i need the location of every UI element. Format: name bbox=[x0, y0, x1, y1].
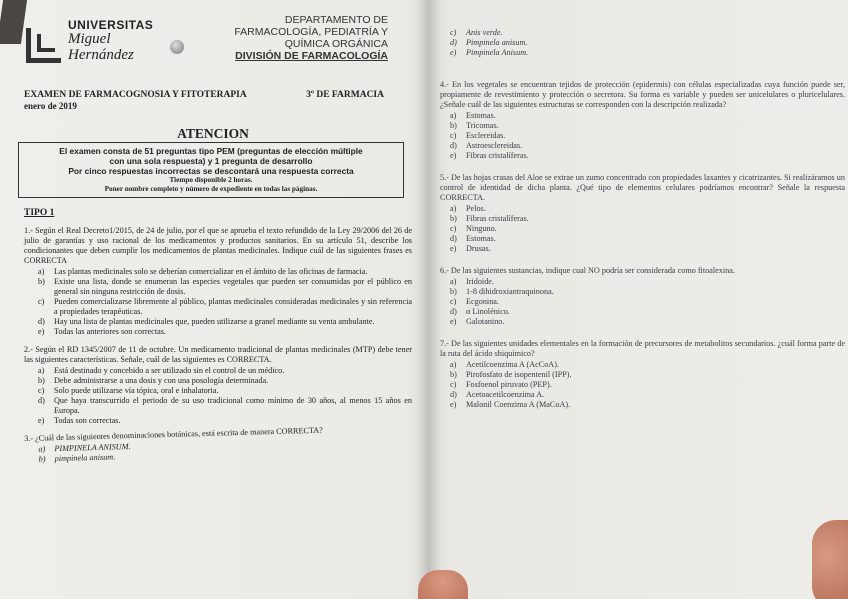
instructions-line1: El examen consta de 51 preguntas tipo PEM (preguntas de elección múltiple bbox=[59, 146, 363, 156]
option-list bbox=[440, 277, 845, 327]
option-item[interactable] bbox=[450, 214, 845, 224]
option-item[interactable] bbox=[38, 297, 412, 317]
option-item[interactable] bbox=[450, 380, 845, 390]
option-item[interactable] bbox=[450, 38, 845, 48]
option-item[interactable] bbox=[450, 307, 845, 317]
option-letter: c) bbox=[450, 380, 457, 389]
option-text: Que haya transcurrido el periodo de su uso tradicional como mínimo de 30 años, al menos 15 años en Europa. bbox=[54, 396, 412, 415]
option-letter: d) bbox=[450, 234, 457, 243]
option-text: Pueden comercializarse libremente al público, plantas medicinales consideradas medicinales y sin referencia a propiedades terapéuticas. bbox=[54, 297, 412, 316]
option-item[interactable] bbox=[38, 317, 412, 327]
option-text: Galotanino. bbox=[466, 317, 505, 326]
option-letter: a) bbox=[38, 444, 46, 454]
question-3 bbox=[24, 423, 413, 465]
option-text: Acetilcoenzima A (AcCoA). bbox=[466, 360, 559, 369]
option-letter: e) bbox=[450, 151, 457, 160]
option-text: Todas las anteriores son correctas. bbox=[54, 327, 166, 336]
option-letter: e) bbox=[450, 244, 457, 253]
option-letter: b) bbox=[450, 287, 457, 296]
option-letter: c) bbox=[38, 297, 45, 306]
option-text: Ninguno. bbox=[466, 224, 497, 233]
option-letter: e) bbox=[38, 327, 45, 336]
option-letter: e) bbox=[450, 48, 457, 57]
right-column bbox=[440, 28, 845, 410]
option-text: Acetoacetilcoenzima A. bbox=[466, 390, 545, 399]
option-item[interactable] bbox=[38, 396, 412, 416]
question-text: 1.- Según el Real Decreto1/2015, de 24 de julio, por el que se aprueba el texto refundido de la Ley 29/2006 del 26 de julio de garantías y uso racional de los medicamentos y productos sanitarios. En su artículo 51, describe los condicionantes que deben cumplir los medicamentos de plantas medicinales. Indique cuál de las siguientes frases es CORRECTA bbox=[24, 226, 412, 265]
question-4 bbox=[440, 80, 845, 161]
thumb-bottom bbox=[418, 570, 468, 599]
option-item[interactable] bbox=[450, 234, 845, 244]
option-item[interactable] bbox=[450, 287, 845, 297]
option-item[interactable] bbox=[450, 28, 845, 38]
option-item[interactable] bbox=[450, 244, 845, 254]
option-item[interactable] bbox=[38, 277, 412, 297]
option-text: Estomas. bbox=[466, 111, 496, 120]
option-letter: d) bbox=[38, 317, 45, 326]
option-item[interactable] bbox=[450, 131, 845, 141]
option-item[interactable] bbox=[38, 376, 412, 386]
option-letter: b) bbox=[38, 277, 45, 286]
exam-course: 3º DE FARMACIA bbox=[306, 90, 384, 100]
option-letter: e) bbox=[38, 416, 45, 425]
option-item[interactable] bbox=[450, 317, 845, 327]
thumb-right bbox=[812, 520, 848, 599]
option-text: Pirofosfato de isopentenil (IPP). bbox=[466, 370, 572, 379]
option-text: Fosfoenol piruvato (PEP). bbox=[466, 380, 552, 389]
option-text: Existe una lista, donde se enumeran las especies vegetales que pueden ser consumidas por el público en general sin ninguna restricción de dosis. bbox=[54, 277, 412, 296]
option-text: Astroesclereidas. bbox=[466, 141, 523, 150]
option-letter: c) bbox=[38, 386, 45, 395]
option-letter: e) bbox=[450, 400, 457, 409]
department-line3: QUÍMICA ORGÁNICA bbox=[284, 38, 388, 50]
option-letter: d) bbox=[450, 390, 457, 399]
question-text: 2.- Según el RD 1345/2007 de 11 de octubre. Un medicamento tradicional de plantas medicinales (MTP) debe tener las siguientes características. Señale, cuál de las siguientes es CORRECTA. bbox=[24, 345, 412, 364]
question-6 bbox=[440, 266, 845, 327]
option-letter: a) bbox=[450, 204, 457, 213]
option-letter: e) bbox=[450, 317, 457, 326]
option-letter: b) bbox=[450, 370, 457, 379]
question-1 bbox=[24, 226, 412, 337]
option-letter: b) bbox=[38, 376, 45, 385]
option-text: Fibras cristalíferas. bbox=[466, 214, 529, 223]
question-text: 5.- De las hojas crasas del Aloe se extrae un zumo concentrado con propiedades laxantes y cicatrizantes. Si realizáramos un control de identidad de dicha planta. ¿Qué tipo de elementos celulares podríamos encontrar? Señale la respuesta CORRECTA. bbox=[440, 173, 845, 202]
option-text: Ecgonina. bbox=[466, 297, 499, 306]
instructions-name: Poner nombre completo y número de expediente en todas las páginas. bbox=[104, 185, 318, 193]
exam-title bbox=[24, 90, 384, 100]
option-letter: a) bbox=[38, 366, 45, 375]
option-list bbox=[440, 111, 845, 161]
university-name-line2: Miguel bbox=[68, 31, 111, 47]
option-item[interactable] bbox=[450, 111, 845, 121]
option-text: Pimpinela Anisum. bbox=[466, 48, 529, 57]
option-letter: c) bbox=[450, 297, 457, 306]
atencion-heading: ATENCION bbox=[177, 126, 249, 141]
option-letter: d) bbox=[450, 307, 457, 316]
option-text: Hay una lista de plantas medicinales que, pueden utilizarse a granel mediante su venta ambulante. bbox=[54, 317, 375, 326]
department-block bbox=[234, 14, 388, 62]
letterhead bbox=[24, 10, 412, 72]
option-text: Solo puede utilizarse vía tópica, oral e inhalatoria. bbox=[54, 386, 219, 395]
instructions-box bbox=[18, 142, 404, 198]
option-text: pimpinela anisum. bbox=[54, 452, 116, 464]
page-fold bbox=[418, 0, 440, 599]
option-item[interactable] bbox=[450, 48, 845, 58]
option-text: Las plantas medicinales solo se deberían comercializar en el ámbito de las oficinas de farmacia. bbox=[54, 267, 368, 276]
option-text: Fibras cristalíferas. bbox=[466, 151, 529, 160]
option-text: Debe administrarse a una dosis y con una posología determinada. bbox=[54, 376, 269, 385]
option-letter: d) bbox=[450, 38, 457, 47]
option-letter: a) bbox=[450, 360, 457, 369]
option-list bbox=[440, 204, 845, 254]
option-item[interactable] bbox=[450, 141, 845, 151]
option-text: Iridoide. bbox=[466, 277, 494, 286]
option-list bbox=[24, 366, 412, 426]
option-letter: a) bbox=[450, 111, 457, 120]
exam-date: enero de 2019 bbox=[24, 101, 77, 111]
option-letter: d) bbox=[38, 396, 45, 405]
option-letter: d) bbox=[450, 141, 457, 150]
question-text: 3.- ¿Cuál de las siguientes denominaciones botánicas, está escrita de manera CORRECTA? bbox=[24, 425, 323, 443]
option-list bbox=[24, 267, 412, 337]
option-text: Malonil Coenzima A (MaCoA). bbox=[466, 400, 571, 409]
option-item[interactable] bbox=[450, 360, 845, 370]
division-name: DIVISIÓN DE FARMACOLOGÍA bbox=[235, 50, 388, 62]
question-7 bbox=[440, 339, 845, 410]
option-letter: b) bbox=[450, 121, 457, 130]
seal-icon bbox=[170, 40, 184, 54]
instructions-line3: Por cinco respuestas incorrectas se descontará una respuesta correcta bbox=[68, 166, 354, 176]
question-text: 4.- En los vegetales se encuentran tejidos de protección (epidermis) con células especializadas cuya función puede ser, propiamente de revestimiento y protección o secretora. Su forma es variable y pueden ser unicelulares o pluricelulares. ¿Señale cuál de las siguientes estructuras se corresponden con la descripción realizada? bbox=[440, 80, 845, 109]
option-letter: c) bbox=[450, 224, 457, 233]
exam-type-label: TIPO 1 bbox=[24, 208, 55, 218]
option-item[interactable] bbox=[450, 204, 845, 214]
option-text: Pimpinela anisum. bbox=[466, 38, 528, 47]
option-item[interactable] bbox=[38, 366, 412, 376]
question-5 bbox=[440, 173, 845, 254]
university-name-line3: Hernández bbox=[68, 47, 134, 63]
question-text: 7.- De las siguientes unidades elementales en la formación de precursores de metabolitos secundarios. ¿cuál forma parte de la ruta del ácido shiquímico? bbox=[440, 339, 845, 358]
option-text: Estomas. bbox=[466, 234, 496, 243]
option-item[interactable] bbox=[450, 297, 845, 307]
option-item[interactable] bbox=[38, 267, 412, 277]
option-text: Drusas. bbox=[466, 244, 491, 253]
instructions-time: Tiempo disponible 2 horas. bbox=[169, 176, 253, 184]
option-item[interactable] bbox=[450, 370, 845, 380]
left-column bbox=[24, 10, 412, 465]
option-list bbox=[440, 360, 845, 410]
option-letter: b) bbox=[450, 214, 457, 223]
option-item[interactable] bbox=[450, 400, 845, 410]
option-item[interactable] bbox=[450, 121, 845, 131]
question-3-continued bbox=[440, 28, 845, 58]
option-text: α Linolénico. bbox=[466, 307, 510, 316]
option-letter: b) bbox=[38, 454, 46, 464]
option-text: Pelos. bbox=[466, 204, 486, 213]
instructions-line2: con una sola respuesta) y 1 pregunta de desarrollo bbox=[109, 156, 313, 166]
option-letter: c) bbox=[450, 28, 457, 37]
option-text: Todas son correctas. bbox=[54, 416, 121, 425]
option-item[interactable] bbox=[450, 277, 845, 287]
department-line1: DEPARTAMENTO DE bbox=[284, 14, 388, 26]
option-item[interactable] bbox=[450, 224, 845, 234]
option-item[interactable] bbox=[450, 151, 845, 161]
option-letter: a) bbox=[450, 277, 457, 286]
option-item[interactable] bbox=[38, 327, 412, 337]
option-text: Tricomas. bbox=[466, 121, 499, 130]
option-letter: c) bbox=[450, 131, 457, 140]
university-logo-icon bbox=[26, 28, 61, 63]
option-letter: a) bbox=[38, 267, 45, 276]
university-logo bbox=[24, 14, 184, 66]
exam-subject: EXAMEN DE FARMACOGNOSIA Y FITOTERAPIA bbox=[24, 90, 247, 100]
department-line2: FARMACOLOGÍA, PEDIATRÍA Y bbox=[234, 26, 388, 38]
option-item[interactable] bbox=[38, 386, 412, 396]
option-text: Está destinado y concebido a ser utilizado sin el control de un médico. bbox=[54, 366, 285, 375]
option-text: 1-8 dihidroxiantraquinona. bbox=[466, 287, 554, 296]
option-text: PIMPINELA ANISUM. bbox=[54, 442, 131, 454]
option-item[interactable] bbox=[450, 390, 845, 400]
option-text: Anis verde. bbox=[466, 28, 503, 37]
question-text: 6.- De las siguientes sustancias, indique cual NO podría ser considerada como fitoalexina. bbox=[440, 266, 735, 275]
option-text: Esclereidas. bbox=[466, 131, 506, 140]
university-name-line1: UNIVERSITAS bbox=[68, 18, 154, 32]
question-2 bbox=[24, 345, 412, 426]
